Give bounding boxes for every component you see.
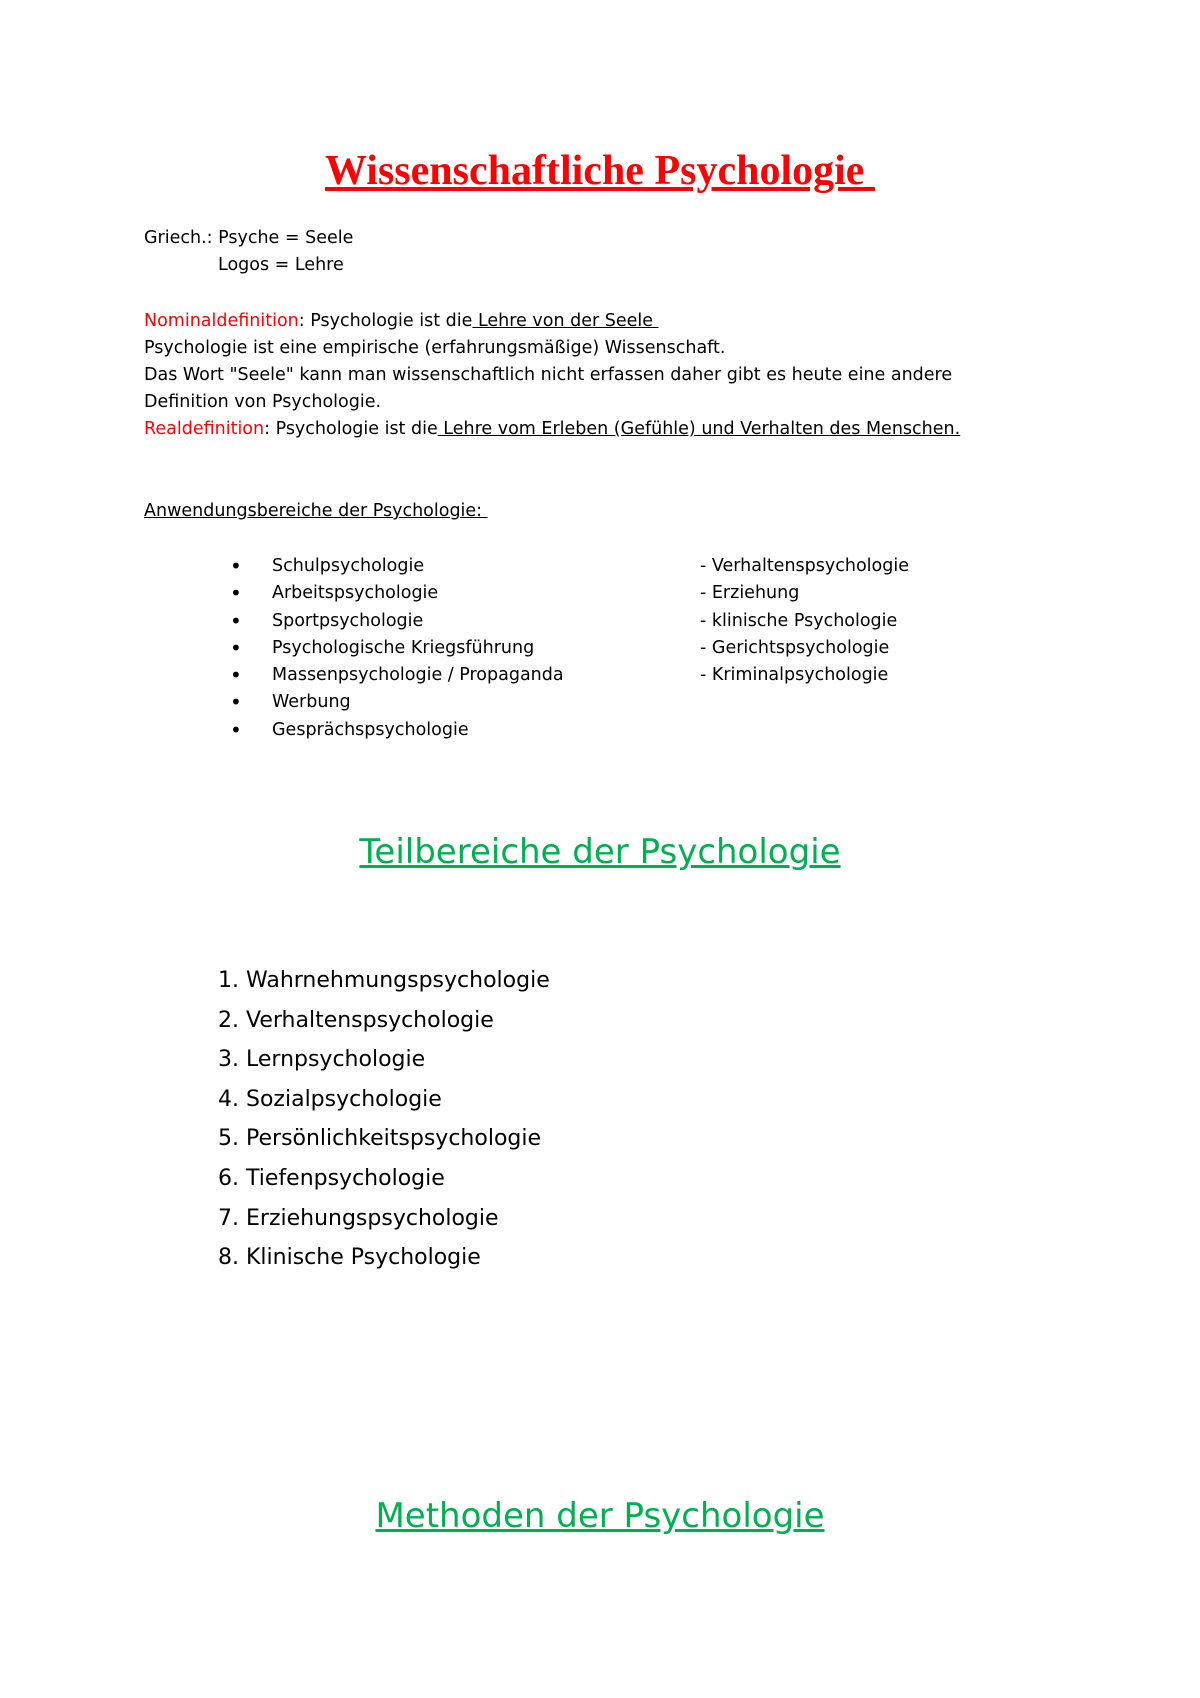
item-label: Klinische Psychologie: [246, 1245, 481, 1271]
teilbereiche-list: [218, 961, 550, 1278]
list-item-label: Werbung: [272, 692, 351, 713]
list-item: [230, 717, 564, 744]
bullet-icon: •: [230, 690, 242, 715]
list-item-label: Gesprächspsychologie: [272, 719, 469, 740]
item-number: 4.: [218, 1086, 239, 1112]
etymology-line-1: [144, 225, 353, 252]
etymology-line-2: Logos = Lehre: [218, 255, 344, 275]
item-number: 5.: [218, 1126, 239, 1152]
list-item-label: Massenpsychologie / Propaganda: [272, 665, 564, 686]
numbered-item: [218, 1001, 550, 1041]
applications-heading: Anwendungsbereiche der Psychologie:: [144, 501, 488, 521]
applications-left-list: [230, 553, 564, 744]
item-number: 8.: [218, 1245, 239, 1271]
paragraph-line-1: Psychologie ist eine empirische (erfahrungsmäßige) Wissenschaft.: [144, 338, 726, 358]
item-label: Verhaltenspsychologie: [246, 1007, 494, 1033]
item-number: 3.: [218, 1047, 239, 1073]
nominal-definition-lead: : Psychologie ist die: [298, 311, 473, 331]
applications-right-list: [700, 553, 909, 689]
list-item-label: Schulpsychologie: [272, 556, 425, 576]
item-number: 6.: [218, 1165, 239, 1191]
item-label: Sozialpsychologie: [246, 1086, 442, 1112]
list-item: [230, 580, 564, 607]
item-label: Erziehungspsychologie: [246, 1205, 499, 1231]
item-label: Tiefenpsychologie: [246, 1165, 445, 1191]
teilbereiche-heading: Teilbereiche der Psychologie: [359, 832, 841, 872]
bullet-icon: •: [230, 635, 242, 660]
numbered-item: [218, 1199, 550, 1239]
item-number: 7.: [218, 1205, 239, 1231]
bullet-icon: •: [230, 717, 242, 742]
nominal-definition-underlined: Lehre von der Seele: [472, 311, 659, 331]
bullet-icon: •: [230, 554, 242, 578]
list-item: - Kriminalpsychologie: [700, 665, 889, 686]
page-title: Wissenschaftliche Psychologie: [325, 148, 875, 194]
list-item: - Erziehung: [700, 583, 800, 604]
item-label: Wahrnehmungspsychologie: [246, 968, 550, 993]
nominal-definition: [144, 308, 659, 335]
bullet-icon: •: [230, 663, 242, 688]
numbered-item: [218, 1080, 550, 1120]
item-number: 2.: [218, 1007, 239, 1033]
etymology-psyche: Psyche = Seele: [218, 228, 354, 248]
numbered-item: [218, 1119, 550, 1159]
list-item: [230, 662, 564, 689]
item-label: Lernpsychologie: [246, 1047, 426, 1073]
nominal-definition-term: Nominaldefinition: [144, 311, 299, 331]
list-item: - Verhaltenspsychologie: [700, 556, 909, 576]
etymology-prefix: Griech.:: [144, 228, 219, 248]
paragraph-line-2: Das Wort "Seele" kann man wissenschaftlich nicht erfassen daher gibt es heute eine andere: [144, 365, 953, 385]
list-item: [230, 635, 564, 662]
list-item-label: Arbeitspsychologie: [272, 583, 439, 604]
real-definition: [144, 416, 960, 443]
real-definition-term: Realdefinition: [144, 419, 265, 439]
list-item: [230, 689, 564, 716]
paragraph-line-3: Definition von Psychologie.: [144, 392, 382, 412]
numbered-item: [218, 1159, 550, 1199]
real-definition-underlined: Lehre vom Erleben (Gefühle) und Verhalten des Menschen.: [437, 419, 961, 439]
list-item: [230, 553, 564, 580]
item-label: Persönlichkeitspsychologie: [246, 1126, 542, 1152]
bullet-icon: •: [230, 608, 242, 633]
list-item: - klinische Psychologie: [700, 610, 898, 631]
numbered-item: [218, 1238, 550, 1278]
item-number: 1.: [218, 968, 239, 993]
real-definition-lead: : Psychologie ist die: [264, 419, 438, 439]
bullet-icon: •: [230, 581, 242, 606]
list-item-label: Psychologische Kriegsführung: [272, 637, 535, 658]
numbered-item: [218, 961, 550, 1001]
list-item: - Gerichtspsychologie: [700, 637, 890, 658]
methoden-heading: Methoden der Psychologie: [375, 1496, 825, 1536]
list-item-label: Sportpsychologie: [272, 610, 424, 631]
list-item: [230, 608, 564, 635]
numbered-item: [218, 1040, 550, 1080]
